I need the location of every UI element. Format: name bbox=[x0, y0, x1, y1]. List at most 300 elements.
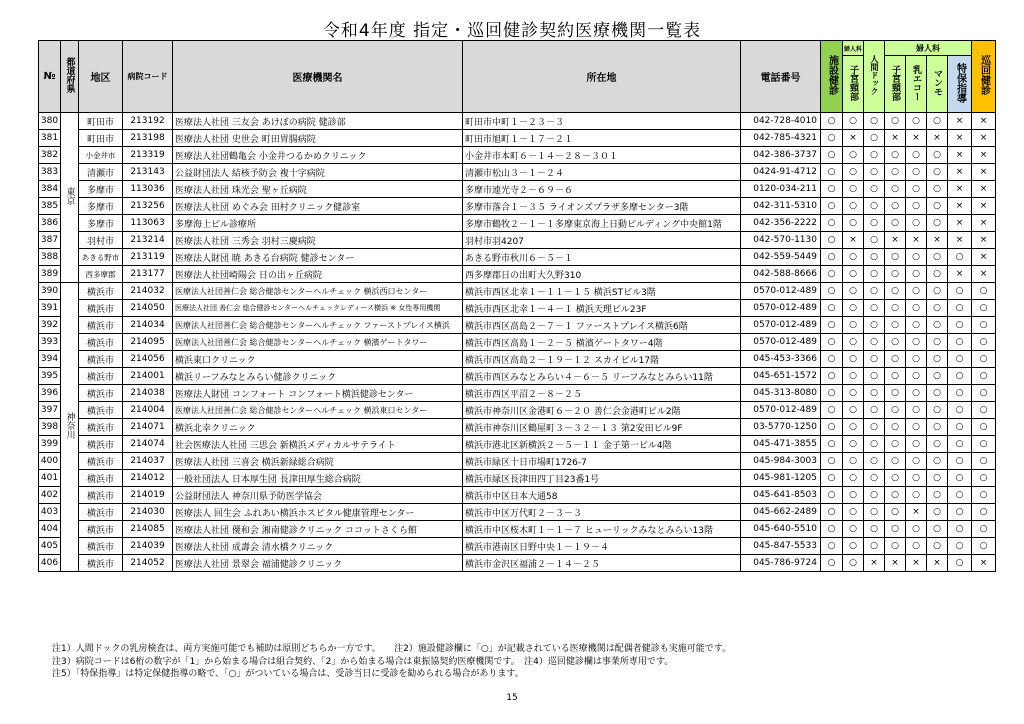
availability-mark: ○ bbox=[972, 300, 996, 317]
availability-mark: ○ bbox=[885, 249, 906, 266]
availability-mark: ○ bbox=[972, 334, 996, 351]
address-cell: 清瀬市松山３－１－２４ bbox=[463, 164, 741, 181]
phone-cell: 0570-012-489 bbox=[741, 402, 821, 419]
availability-mark: ○ bbox=[906, 487, 927, 504]
row-number: 393 bbox=[39, 334, 61, 351]
address-cell: 羽村市羽4207 bbox=[463, 232, 741, 249]
availability-mark: × bbox=[885, 232, 906, 249]
institution-name-cell: 医療法人 回生会 ふれあい横浜ホスピタル健康管理センター bbox=[173, 504, 463, 521]
institution-name-cell: 医療法人社団 三喜会 横浜新緑総合病院 bbox=[173, 453, 463, 470]
hospital-code-cell: 214032 bbox=[123, 283, 173, 300]
area-cell: 羽村市 bbox=[79, 232, 123, 249]
availability-mark: ○ bbox=[821, 351, 843, 368]
availability-mark: ○ bbox=[885, 487, 906, 504]
availability-mark: ○ bbox=[972, 436, 996, 453]
availability-mark: ○ bbox=[948, 385, 972, 402]
availability-mark: ○ bbox=[927, 334, 948, 351]
availability-mark: ○ bbox=[927, 368, 948, 385]
header-breast-echo: 乳エコー bbox=[906, 56, 927, 113]
availability-mark: ○ bbox=[927, 538, 948, 555]
phone-cell: 0424-91-4712 bbox=[741, 164, 821, 181]
address-cell: 横浜市港北区新横浜２－５－１１ 金子第一ビル4階 bbox=[463, 436, 741, 453]
institution-name-cell: 横浜北幸クリニック bbox=[173, 419, 463, 436]
availability-mark: ○ bbox=[821, 402, 843, 419]
area-cell: 清瀬市 bbox=[79, 164, 123, 181]
address-cell: 横浜市金沢区福浦２－１４－２５ bbox=[463, 555, 741, 572]
table-row bbox=[39, 368, 996, 385]
prefecture-label: 東京 bbox=[64, 186, 75, 205]
institution-name-cell: 医療法人社団 めぐみ会 田村クリニック健診室 bbox=[173, 198, 463, 215]
institution-name-cell: 医療法人社団 善仁会 総合健診センターヘルチェックレディース横浜 ※ 女性専用機関 bbox=[173, 300, 463, 317]
availability-mark: × bbox=[927, 555, 948, 572]
availability-mark: ○ bbox=[948, 249, 972, 266]
availability-mark: × bbox=[948, 215, 972, 232]
hospital-code-cell: 214004 bbox=[123, 402, 173, 419]
phone-cell: 042-570-1130 bbox=[741, 232, 821, 249]
availability-mark: ○ bbox=[843, 453, 864, 470]
availability-mark: ○ bbox=[821, 487, 843, 504]
header-area: 地区 bbox=[79, 41, 123, 113]
availability-mark: ○ bbox=[972, 487, 996, 504]
availability-mark: ○ bbox=[843, 470, 864, 487]
footnotes bbox=[52, 643, 731, 681]
institution-name-cell: 公益財団法人 神奈川県予防医学協会 bbox=[173, 487, 463, 504]
availability-mark: ○ bbox=[843, 147, 864, 164]
availability-mark: ○ bbox=[948, 470, 972, 487]
availability-mark: × bbox=[885, 555, 906, 572]
header-prefecture: 都道府県 bbox=[61, 41, 79, 113]
hospital-code-cell: 213192 bbox=[123, 113, 173, 130]
row-number: 386 bbox=[39, 215, 61, 232]
page-number: 15 bbox=[506, 693, 518, 703]
table-row bbox=[39, 164, 996, 181]
availability-mark: ○ bbox=[864, 487, 885, 504]
header-women-small: 婦人科 bbox=[843, 41, 864, 56]
hospital-code-cell: 214085 bbox=[123, 521, 173, 538]
availability-mark: ○ bbox=[843, 266, 864, 283]
availability-mark: ○ bbox=[885, 470, 906, 487]
table-row bbox=[39, 113, 996, 130]
availability-mark: ○ bbox=[843, 385, 864, 402]
phone-cell: 045-847-5533 bbox=[741, 538, 821, 555]
availability-mark: ○ bbox=[821, 368, 843, 385]
availability-mark: ○ bbox=[972, 351, 996, 368]
row-number: 391 bbox=[39, 300, 61, 317]
availability-mark: ○ bbox=[927, 521, 948, 538]
availability-mark: ○ bbox=[906, 249, 927, 266]
prefecture-label: 神奈川 bbox=[64, 411, 75, 439]
hospital-code-cell: 214039 bbox=[123, 538, 173, 555]
row-number: 384 bbox=[39, 181, 61, 198]
availability-mark: ○ bbox=[885, 334, 906, 351]
hospital-code-cell: 214071 bbox=[123, 419, 173, 436]
footnote-line: 注3）病院コードは6桁の数字が「1」から始まる場合は組合契約、「2」から始まる場合は東振協契約医療機関です。 注4）巡回健診欄は事業所専用です。 bbox=[52, 656, 674, 667]
availability-mark: × bbox=[864, 555, 885, 572]
availability-mark: ○ bbox=[927, 215, 948, 232]
institution-name-cell: 医療法人社団善仁会 総合健診センターヘルチェック 横濱ゲートタワー bbox=[173, 334, 463, 351]
header-mammography: マンモ bbox=[927, 56, 948, 113]
availability-mark: × bbox=[906, 555, 927, 572]
availability-mark: ○ bbox=[864, 215, 885, 232]
institution-name-cell: 医療法人社団善仁会 総合健診センターヘルチェック ファーストプレイス横浜 bbox=[173, 317, 463, 334]
availability-mark: ○ bbox=[821, 198, 843, 215]
institution-name-cell: 医療法人社団 三秀会 羽村三慶病院 bbox=[173, 232, 463, 249]
institution-name-cell: 医療法人社団 景翠会 福浦健診クリニック bbox=[173, 555, 463, 572]
availability-mark: ○ bbox=[927, 181, 948, 198]
availability-mark: ○ bbox=[885, 164, 906, 181]
availability-mark: ○ bbox=[821, 555, 843, 572]
area-cell: 横浜市 bbox=[79, 283, 123, 300]
institution-name-cell: 医療法人社団 史世会 町田胃腸病院 bbox=[173, 130, 463, 147]
availability-mark: × bbox=[972, 555, 996, 572]
availability-mark: × bbox=[843, 232, 864, 249]
area-cell: 町田市 bbox=[79, 130, 123, 147]
availability-mark: ○ bbox=[821, 164, 843, 181]
hospital-code-cell: 113063 bbox=[123, 215, 173, 232]
availability-mark: × bbox=[948, 266, 972, 283]
availability-mark: ○ bbox=[821, 147, 843, 164]
table-row bbox=[39, 436, 996, 453]
availability-mark: × bbox=[843, 130, 864, 147]
availability-mark: ○ bbox=[864, 300, 885, 317]
availability-mark: ○ bbox=[843, 351, 864, 368]
availability-mark: ○ bbox=[948, 538, 972, 555]
availability-mark: ○ bbox=[843, 538, 864, 555]
availability-mark: ○ bbox=[843, 198, 864, 215]
area-cell: 横浜市 bbox=[79, 317, 123, 334]
availability-mark: ○ bbox=[948, 334, 972, 351]
availability-mark: ○ bbox=[843, 555, 864, 572]
availability-mark: ○ bbox=[864, 334, 885, 351]
availability-mark: × bbox=[972, 113, 996, 130]
availability-mark: ○ bbox=[864, 164, 885, 181]
availability-mark: × bbox=[927, 130, 948, 147]
table-row bbox=[39, 504, 996, 521]
table-row bbox=[39, 283, 996, 300]
hospital-code-cell: 213119 bbox=[123, 249, 173, 266]
availability-mark: ○ bbox=[821, 232, 843, 249]
prefecture-cell bbox=[61, 283, 79, 572]
hospital-code-cell: 213319 bbox=[123, 147, 173, 164]
hospital-code-cell: 213143 bbox=[123, 164, 173, 181]
availability-mark: ○ bbox=[972, 538, 996, 555]
availability-mark: ○ bbox=[906, 470, 927, 487]
availability-mark: ○ bbox=[885, 351, 906, 368]
institution-name-cell: 一般社団法人 日本厚生団 長津田厚生総合病院 bbox=[173, 470, 463, 487]
availability-mark: ○ bbox=[843, 368, 864, 385]
area-cell: 横浜市 bbox=[79, 436, 123, 453]
availability-mark: ○ bbox=[906, 385, 927, 402]
availability-mark: ○ bbox=[927, 113, 948, 130]
header-hospital-code: 病院コード bbox=[123, 41, 173, 113]
availability-mark: ○ bbox=[885, 317, 906, 334]
row-number: 401 bbox=[39, 470, 61, 487]
availability-mark: ○ bbox=[821, 181, 843, 198]
availability-mark: ○ bbox=[927, 351, 948, 368]
availability-mark: ○ bbox=[821, 385, 843, 402]
availability-mark: × bbox=[972, 181, 996, 198]
availability-mark: ○ bbox=[906, 266, 927, 283]
row-number: 397 bbox=[39, 402, 61, 419]
address-cell: 町田市中町１－２３－３ bbox=[463, 113, 741, 130]
availability-mark: × bbox=[948, 232, 972, 249]
availability-mark: ○ bbox=[906, 334, 927, 351]
header-dock: 人間ドック bbox=[864, 41, 885, 113]
availability-mark: ○ bbox=[864, 419, 885, 436]
availability-mark: ○ bbox=[821, 300, 843, 317]
area-cell: あきる野市 bbox=[79, 249, 123, 266]
area-cell: 横浜市 bbox=[79, 334, 123, 351]
row-number: 390 bbox=[39, 283, 61, 300]
institution-name-cell: 社会医療法人社団 三思会 新横浜メディカルサテライト bbox=[173, 436, 463, 453]
phone-cell: 0570-012-489 bbox=[741, 317, 821, 334]
hospital-code-cell: 214001 bbox=[123, 368, 173, 385]
availability-mark: ○ bbox=[821, 266, 843, 283]
availability-mark: ○ bbox=[864, 351, 885, 368]
availability-mark: ○ bbox=[864, 368, 885, 385]
availability-mark: ○ bbox=[927, 504, 948, 521]
area-cell: 横浜市 bbox=[79, 351, 123, 368]
availability-mark: ○ bbox=[906, 419, 927, 436]
availability-mark: × bbox=[972, 215, 996, 232]
area-cell: 多摩市 bbox=[79, 181, 123, 198]
availability-mark: × bbox=[972, 249, 996, 266]
availability-mark: ○ bbox=[927, 300, 948, 317]
header-phone: 電話番号 bbox=[741, 41, 821, 113]
hospital-code-cell: 214056 bbox=[123, 351, 173, 368]
availability-mark: ○ bbox=[843, 215, 864, 232]
area-cell: 横浜市 bbox=[79, 453, 123, 470]
availability-mark: ○ bbox=[864, 249, 885, 266]
row-number: 405 bbox=[39, 538, 61, 555]
phone-cell: 03-5770-1250 bbox=[741, 419, 821, 436]
table-row bbox=[39, 470, 996, 487]
area-cell: 横浜市 bbox=[79, 538, 123, 555]
hospital-code-cell: 113036 bbox=[123, 181, 173, 198]
phone-cell: 042-728-4010 bbox=[741, 113, 821, 130]
availability-mark: × bbox=[948, 181, 972, 198]
availability-mark: × bbox=[972, 232, 996, 249]
availability-mark: ○ bbox=[927, 266, 948, 283]
availability-mark: ○ bbox=[948, 283, 972, 300]
phone-cell: 045-984-3003 bbox=[741, 453, 821, 470]
row-number: 398 bbox=[39, 419, 61, 436]
area-cell: 横浜市 bbox=[79, 555, 123, 572]
institution-name-cell: 医療法人財団 コンフォート コンフォート横浜健診センター bbox=[173, 385, 463, 402]
table-row bbox=[39, 181, 996, 198]
phone-cell: 0120-034-211 bbox=[741, 181, 821, 198]
availability-mark: ○ bbox=[906, 215, 927, 232]
address-cell: 横浜市神奈川区金港町６－２０ 善仁会金港町ビル2階 bbox=[463, 402, 741, 419]
availability-mark: ○ bbox=[821, 113, 843, 130]
availability-mark: ○ bbox=[948, 555, 972, 572]
hospital-code-cell: 214012 bbox=[123, 470, 173, 487]
availability-mark: ○ bbox=[906, 351, 927, 368]
availability-mark: ○ bbox=[948, 317, 972, 334]
header-specific-guidance: 特保指導 bbox=[948, 56, 972, 113]
availability-mark: ○ bbox=[885, 368, 906, 385]
hospital-code-cell: 214038 bbox=[123, 385, 173, 402]
availability-mark: ○ bbox=[885, 419, 906, 436]
table-row bbox=[39, 334, 996, 351]
table-row bbox=[39, 232, 996, 249]
row-number: 402 bbox=[39, 487, 61, 504]
phone-cell: 045-981-1205 bbox=[741, 470, 821, 487]
availability-mark: ○ bbox=[864, 521, 885, 538]
availability-mark: ○ bbox=[906, 283, 927, 300]
header-women: 婦人科 bbox=[885, 41, 972, 56]
availability-mark: ○ bbox=[864, 317, 885, 334]
institution-name-cell: 公益財団法人 結核予防会 複十字病院 bbox=[173, 164, 463, 181]
availability-mark: ○ bbox=[821, 215, 843, 232]
availability-mark: ○ bbox=[906, 164, 927, 181]
availability-mark: ○ bbox=[948, 436, 972, 453]
address-cell: 横浜市西区高島１－２－５ 横濱ゲートタワー4階 bbox=[463, 334, 741, 351]
address-cell: 横浜市中区桜木町１－１－７ ヒューリックみなとみらい13階 bbox=[463, 521, 741, 538]
availability-mark: ○ bbox=[972, 385, 996, 402]
availability-mark: ○ bbox=[927, 470, 948, 487]
institution-name-cell: 医療法人社団 成壽会 清水橋クリニック bbox=[173, 538, 463, 555]
row-number: 395 bbox=[39, 368, 61, 385]
hospital-code-cell: 213177 bbox=[123, 266, 173, 283]
header-address: 所在地 bbox=[463, 41, 741, 113]
availability-mark: ○ bbox=[906, 368, 927, 385]
address-cell: あきる野市秋川６－５－１ bbox=[463, 249, 741, 266]
address-cell: 横浜市中区万代町２－３－３ bbox=[463, 504, 741, 521]
area-cell: 多摩市 bbox=[79, 198, 123, 215]
availability-mark: ○ bbox=[927, 164, 948, 181]
row-number: 381 bbox=[39, 130, 61, 147]
availability-mark: ○ bbox=[972, 470, 996, 487]
availability-mark: × bbox=[948, 198, 972, 215]
row-number: 385 bbox=[39, 198, 61, 215]
address-cell: 横浜市西区高島２－１９－１２ スカイビル17階 bbox=[463, 351, 741, 368]
availability-mark: ○ bbox=[972, 283, 996, 300]
area-cell: 横浜市 bbox=[79, 300, 123, 317]
availability-mark: ○ bbox=[885, 283, 906, 300]
availability-mark: ○ bbox=[906, 402, 927, 419]
availability-mark: ○ bbox=[885, 113, 906, 130]
header-facility-checkup: 施設健診 bbox=[821, 41, 843, 113]
table-body bbox=[39, 113, 996, 572]
availability-mark: ○ bbox=[948, 419, 972, 436]
table-row bbox=[39, 385, 996, 402]
institution-name-cell: 医療法人財団 暁 あきる台病院 健診センター bbox=[173, 249, 463, 266]
phone-cell: 042-785-4321 bbox=[741, 130, 821, 147]
table-row bbox=[39, 521, 996, 538]
availability-mark: ○ bbox=[885, 215, 906, 232]
availability-mark: ○ bbox=[927, 453, 948, 470]
availability-mark: ○ bbox=[972, 317, 996, 334]
hospital-code-cell: 214095 bbox=[123, 334, 173, 351]
area-cell: 西多摩郡 bbox=[79, 266, 123, 283]
table-row bbox=[39, 266, 996, 283]
availability-mark: ○ bbox=[843, 164, 864, 181]
availability-mark: × bbox=[906, 504, 927, 521]
area-cell: 横浜市 bbox=[79, 470, 123, 487]
availability-mark: ○ bbox=[906, 300, 927, 317]
availability-mark: ○ bbox=[864, 385, 885, 402]
row-number: 394 bbox=[39, 351, 61, 368]
availability-mark: ○ bbox=[864, 538, 885, 555]
row-number: 380 bbox=[39, 113, 61, 130]
table-row bbox=[39, 317, 996, 334]
availability-mark: ○ bbox=[948, 351, 972, 368]
availability-mark: ○ bbox=[843, 436, 864, 453]
table-row bbox=[39, 487, 996, 504]
availability-mark: ○ bbox=[843, 317, 864, 334]
availability-mark: ○ bbox=[843, 504, 864, 521]
availability-mark: × bbox=[972, 164, 996, 181]
row-number: 383 bbox=[39, 164, 61, 181]
availability-mark: ○ bbox=[843, 521, 864, 538]
availability-mark: ○ bbox=[864, 283, 885, 300]
availability-mark: ○ bbox=[885, 402, 906, 419]
availability-mark: ○ bbox=[864, 113, 885, 130]
availability-mark: ○ bbox=[948, 504, 972, 521]
row-number: 388 bbox=[39, 249, 61, 266]
header-uterus-b: 子宮頸部 bbox=[885, 56, 906, 113]
availability-mark: × bbox=[948, 147, 972, 164]
availability-mark: ○ bbox=[821, 419, 843, 436]
address-cell: 小金井市本町６－１４－２８－３０１ bbox=[463, 147, 741, 164]
availability-mark: ○ bbox=[972, 453, 996, 470]
hospital-code-cell: 213256 bbox=[123, 198, 173, 215]
availability-mark: ○ bbox=[948, 368, 972, 385]
phone-cell: 0570-012-489 bbox=[741, 300, 821, 317]
hospital-code-cell: 214050 bbox=[123, 300, 173, 317]
availability-mark: ○ bbox=[906, 113, 927, 130]
availability-mark: ○ bbox=[885, 147, 906, 164]
phone-cell: 045-313-8080 bbox=[741, 385, 821, 402]
address-cell: 横浜市西区北幸１－４－１ 横浜天理ビル23F bbox=[463, 300, 741, 317]
availability-mark: ○ bbox=[927, 249, 948, 266]
availability-mark: × bbox=[972, 130, 996, 147]
phone-cell: 045-641-8503 bbox=[741, 487, 821, 504]
table-row bbox=[39, 147, 996, 164]
availability-mark: ○ bbox=[864, 198, 885, 215]
institution-name-cell: 多摩海上ビル診療所 bbox=[173, 215, 463, 232]
availability-mark: ○ bbox=[906, 317, 927, 334]
availability-mark: ○ bbox=[906, 538, 927, 555]
institution-name-cell: 医療法人社団鶴亀会 小金井つるかめクリニック bbox=[173, 147, 463, 164]
hospital-code-cell: 214034 bbox=[123, 317, 173, 334]
availability-mark: ○ bbox=[843, 334, 864, 351]
address-cell: 横浜市西区高島２－７－１ ファーストプレイス横浜6階 bbox=[463, 317, 741, 334]
availability-mark: × bbox=[948, 113, 972, 130]
area-cell: 横浜市 bbox=[79, 504, 123, 521]
availability-mark: ○ bbox=[927, 402, 948, 419]
hospital-code-cell: 214037 bbox=[123, 453, 173, 470]
availability-mark: ○ bbox=[948, 402, 972, 419]
availability-mark: ○ bbox=[948, 453, 972, 470]
footnote-line: 注1）人間ドックの乳房検査は、両方実施可能でも補助は原則どちらか一方です。 注2）施設健診欄に「○」が記載されている医療機関は配偶者健診も実施可能です。 bbox=[52, 644, 732, 654]
row-number: 406 bbox=[39, 555, 61, 572]
availability-mark: ○ bbox=[864, 181, 885, 198]
address-cell: 多摩市連光寺２－６９－６ bbox=[463, 181, 741, 198]
hospital-code-cell: 214052 bbox=[123, 555, 173, 572]
phone-cell: 045-786-9724 bbox=[741, 555, 821, 572]
area-cell: 小金井市 bbox=[79, 147, 123, 164]
hospital-code-cell: 213214 bbox=[123, 232, 173, 249]
availability-mark: ○ bbox=[864, 402, 885, 419]
header-patrol-checkup: 巡回健診 bbox=[972, 41, 996, 113]
address-cell: 西多摩郡日の出町大久野310 bbox=[463, 266, 741, 283]
address-cell: 横浜市緑区十日市場町1726-7 bbox=[463, 453, 741, 470]
address-cell: 横浜市西区北幸１－１１－１５ 横浜STビル3階 bbox=[463, 283, 741, 300]
hospital-code-cell: 214074 bbox=[123, 436, 173, 453]
availability-mark: ○ bbox=[948, 521, 972, 538]
